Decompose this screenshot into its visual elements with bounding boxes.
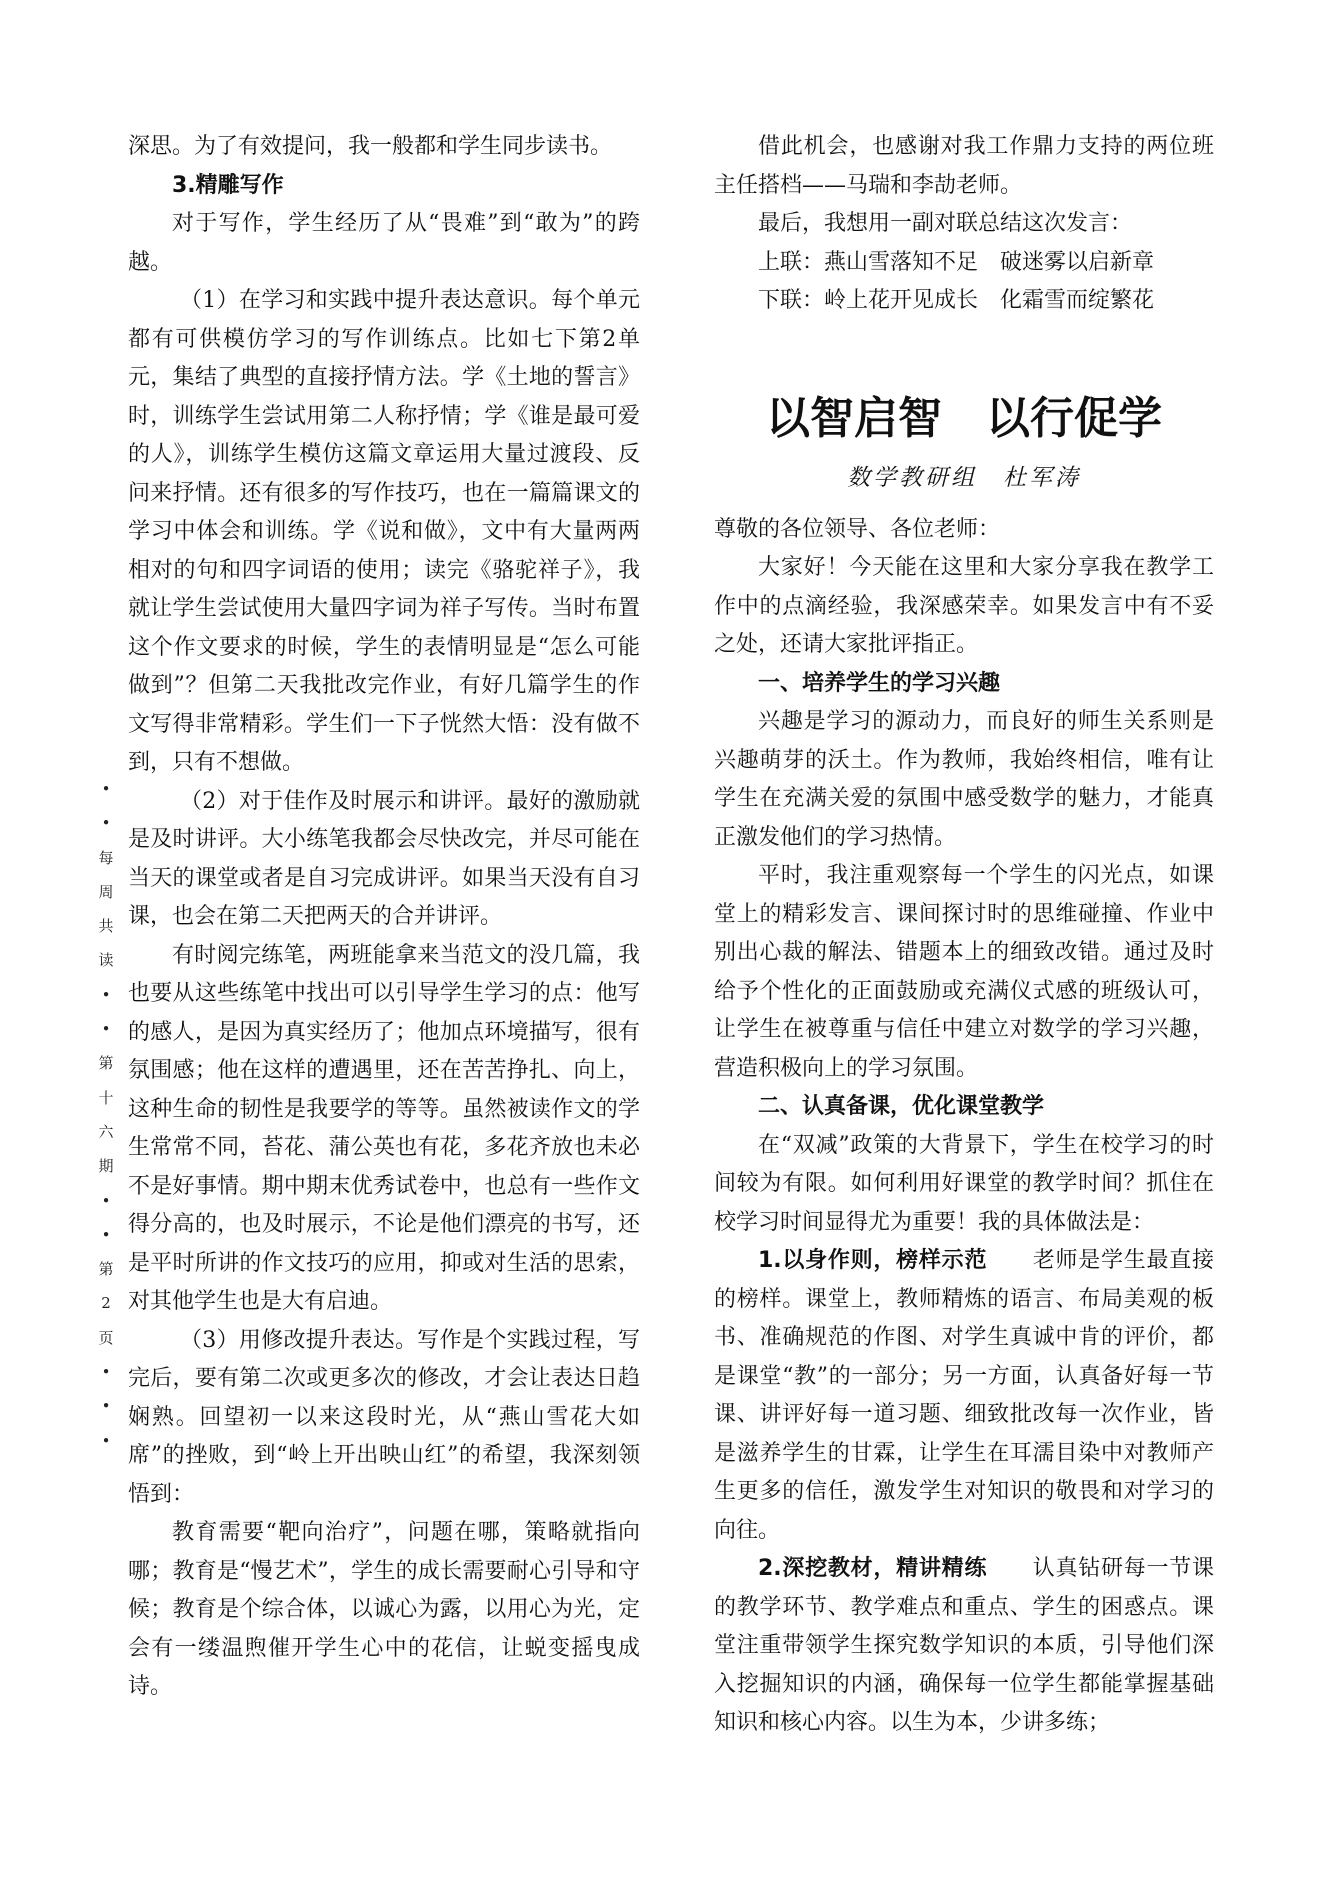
spine-char: 页 <box>98 1328 114 1347</box>
paragraph: 在“双减”政策的大背景下，学生在校学习的时间较为有限。如何利用好课堂的教学时间？抓住在校学习时间显得尤为重要！我的具体做法是： <box>714 1132 1214 1235</box>
paragraph-text: 认真钻研每一节课的教学环节、教学难点和重点、学生的困惑点。课堂注重带领学生探究数学知识的本质，引导他们深入挖掘知识的内涵，确保每一位学生都能掌握基础知识和核心内容。以生为本，少讲多练； <box>714 1556 1214 1735</box>
paragraph: 有时阅完练笔，两班能拿来当范文的没几篇，我也要从这些练笔中找出可以引导学生学习的点：他写的感人，是因为真实经历了；他加点环境描写，很有氛围感；他在这样的遭遇里，还在苦苦挣扎、向上，这种生命的韧性是我要学的等等。虽然被读作文的学生常常不同，苔花、蒲公英也有花，多花齐放也未必不是好事情。期中期末优秀试卷中，也总有一些作文得分高的，也及时展示，不论是他们漂亮的书写，还是平时所讲的作文技巧的应用，抑或对生活的思索，对其他学生也是大有启迪。 <box>128 942 640 1314</box>
spine-dot: • <box>101 780 111 798</box>
paragraph: 对于写作，学生经历了从“畏难”到“敢为”的跨越。 <box>128 211 640 275</box>
left-column <box>128 128 640 1707</box>
subhead: 1.以身作则，榜样示范 <box>758 1248 988 1273</box>
couplet-upper: 上联：燕山雪落知不足 破迷雾以启新章 <box>758 249 1155 275</box>
vertical-spine-label <box>97 772 115 1458</box>
paragraph: 大家好！今天能在这里和大家分享我在教学工作中的点滴经验，我深感荣幸。如果发言中有不妥之处，还请大家批评指正。 <box>714 555 1214 657</box>
paragraph-text: 老师是学生最直接的榜样。课堂上，教师精炼的语言、布局美观的板书、准确规范的作图、对学生真诚中肯的评价，都是课堂“教”的一部分；另一方面，认真备好每一节课、讲评好每一道习题、细致批改每一次作业，皆是滋养学生的甘霖，让学生在耳濡目染中对教师产生更多的信任，激发学生对知识的敬畏和对学习的向往。 <box>714 1248 1214 1543</box>
article-byline: 数学教研组 杜军涛 <box>847 464 1081 491</box>
spine-dot: • <box>101 1191 111 1210</box>
spine-char: 六 <box>98 1122 114 1141</box>
spine-dot: • <box>101 1363 111 1382</box>
paragraph: （3）用修改提升表达。写作是个实践过程，写完后，要有第二次或更多次的修改，才会让表达日趋娴熟。回望初一以来这段时光，从“燕山雪花大如席”的挫败，到“岭上开出映山红”的希望，我深刻领悟到： <box>128 1327 640 1507</box>
paragraph: （1）在学习和实践中提升表达意识。每个单元都有可供模仿学习的写作训练点。比如七下第2单元，集结了典型的直接抒情方法。学《土地的誓言》时，训练学生尝试用第二人称抒情；学《谁是最可爱的人》，训练学生模仿这篇文章运用大量过渡段、反问来抒情。还有很多的写作技巧，也在一篇篇课文的学习中体会和训练。学《说和做》，文中有大量两两相对的句和四字词语的使用；读完《骆驼祥子》，我就让学生尝试使用大量四字词为祥子写传。当时布置这个作文要求的时候，学生的表情明显是“怎么可能做到”？但第二天我批改完作业，有好几篇学生的作文写得非常精彩。学生们一下子恍然大悟：没有做不到，只有不想做。 <box>128 288 640 775</box>
paragraph-with-subhead <box>714 1550 1214 1743</box>
paragraph: 借此机会，也感谢对我工作鼎力支持的两位班主任搭档——马瑞和李劼老师。 <box>714 134 1214 198</box>
paragraph: 平时，我注重观察每一个学生的闪光点，如课堂上的精彩发言、课间探讨时的思维碰撞、作业中别出心裁的解法、错题本上的细致改错。通过及时给予个性化的正面鼓励或充满仪式感的班级认可，让学生在被尊重与信任中建立对数学的学习兴趣，营造积极向上的学习氛围。 <box>714 863 1214 1081</box>
subhead: 2.深挖教材，精讲精练 <box>758 1556 988 1581</box>
article-title: 以智启智 以行促学 <box>766 392 1162 444</box>
section-heading: 一、培养学生的学习兴趣 <box>758 670 1001 696</box>
spine-char: 第 <box>98 1054 114 1073</box>
greeting: 尊敬的各位领导、各位老师： <box>714 516 1001 542</box>
spine-dot: • <box>101 1020 111 1039</box>
paragraph: 深思。为了有效提问，我一般都和学生同步读书。 <box>128 134 613 159</box>
spine-char: 周 <box>98 882 114 901</box>
spine-dot: • <box>101 814 111 833</box>
spine-char: 第 <box>98 1260 114 1279</box>
spine-dot: • <box>101 1225 111 1244</box>
paragraph: 教育需要“靶向治疗”，问题在哪，策略就指向哪；教育是“慢艺术”，学生的成长需要耐心引导和守候；教育是个综合体，以诚心为露，以用心为光，定会有一缕温煦催开学生心中的花信，让蜕变摇曳成诗。 <box>128 1520 640 1699</box>
section-heading-writing: 3.精雕写作 <box>172 172 284 198</box>
section-heading: 二、认真备课，优化课堂教学 <box>758 1094 1045 1119</box>
paragraph-with-subhead <box>714 1242 1214 1550</box>
paragraph: 兴趣是学习的源动力，而良好的师生关系则是兴趣萌芽的沃土。作为教师，我始终相信，唯有让学生在充满关爱的氛围中感受数学的魅力，才能真正激发他们的学习热情。 <box>714 709 1214 850</box>
spine-char: 每 <box>98 848 114 867</box>
couplet-lower: 下联：岭上花开见成长 化霜雪而绽繁花 <box>758 288 1155 313</box>
spine-char: 读 <box>98 951 114 970</box>
spine-dot: • <box>101 1397 111 1416</box>
spine-dot: • <box>101 985 111 1004</box>
spine-char: 共 <box>98 917 114 936</box>
paragraph: （2）对于佳作及时展示和讲评。最好的激励就是及时讲评。大小练笔我都会尽快改完，并尽可能在当天的课堂或者是自习完成讲评。如果当天没有自习课，也会在第二天把两天的合并讲评。 <box>128 788 640 929</box>
spine-dot: • <box>101 1431 111 1450</box>
spine-char: 十 <box>98 1088 114 1107</box>
spine-char: 期 <box>98 1157 114 1176</box>
paragraph: 最后，我想用一副对联总结这次发言： <box>758 211 1133 236</box>
spine-char: 2 <box>101 1294 111 1313</box>
right-column <box>714 128 1214 1743</box>
